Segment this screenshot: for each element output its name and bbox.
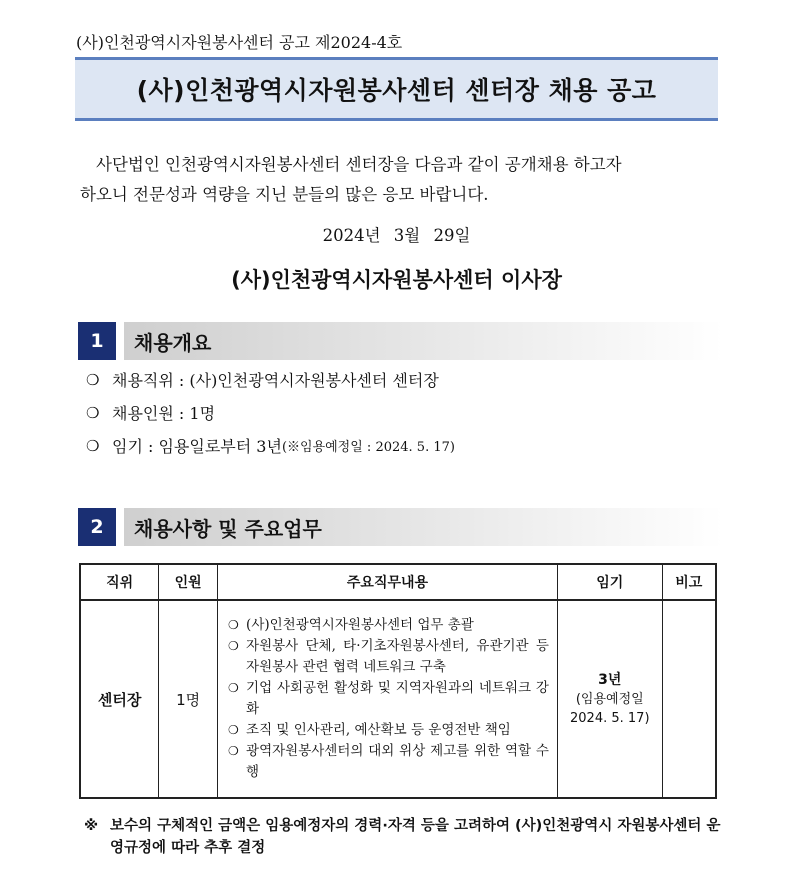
header-remarks: 비고 [662, 564, 716, 600]
circle-bullet-icon: ❍ [86, 403, 100, 422]
table-header-row [80, 564, 716, 600]
list-item [86, 363, 455, 396]
section-1-header [78, 322, 723, 360]
footnote-text: 보수의 구체적인 금액은 임용예정자의 경력·자격 등을 고려하여 (사)인천광역시 자원봉사센터 운영규정에 따라 추후 결정 [110, 818, 721, 856]
notice-date: 2024년 3월 29일 [322, 226, 471, 245]
header-position: 직위 [80, 564, 159, 600]
duty-item: ❍ 자원봉사 단체, 타·기초자원봉사센터, 유관기관 등 자원봉사 관련 협력 네트워크 구축 [228, 636, 549, 678]
section-2-bar [124, 508, 723, 546]
section-2-header [78, 508, 723, 546]
circle-bullet-icon: ❍ [86, 436, 100, 455]
section-2-title: 채용사항 및 주요업무 [134, 516, 322, 541]
list-item [86, 429, 455, 462]
circle-bullet-icon: ❍ [86, 370, 100, 389]
overview-headcount: 채용인원 : 1명 [112, 404, 216, 423]
overview-position: 채용직위 : (사)인천광역시자원봉사센터 센터장 [112, 371, 439, 390]
cell-remarks [662, 600, 716, 798]
issuer-name: (사)인천광역시자원봉사센터 이사장 [231, 268, 562, 292]
circle-bullet-icon: ❍ [228, 723, 239, 737]
section-1-bar [124, 322, 723, 360]
term-note-1: (임용예정일 [575, 691, 644, 707]
duty-item: ❍ 기업 사회공헌 활성화 및 지역자원과의 네트워크 강화 [228, 678, 549, 720]
footnote [84, 815, 724, 859]
duty-item: ❍ 조직 및 인사관리, 예산확보 등 운영전반 책임 [228, 720, 549, 741]
cell-count: 1명 [159, 600, 218, 798]
table-row [80, 600, 716, 798]
duty-item: ❍ (사)인천광역시자원봉사센터 업무 총괄 [228, 615, 549, 636]
cell-position: 센터장 [80, 600, 159, 798]
circle-bullet-icon: ❍ [228, 681, 239, 695]
circle-bullet-icon: ❍ [228, 744, 239, 758]
header-count: 인원 [159, 564, 218, 600]
intro-line-2: 하오니 전문성과 역량을 지닌 분들의 많은 응모 바랍니다. [80, 185, 489, 204]
job-table [79, 563, 717, 799]
section-1-number: 1 [78, 322, 116, 360]
reference-mark-icon: ※ [84, 818, 99, 834]
circle-bullet-icon: ❍ [228, 618, 239, 632]
overview-term-note: (※임용예정일 : 2024. 5. 17) [281, 440, 455, 455]
section-1-title: 채용개요 [134, 330, 212, 355]
section-2-number: 2 [78, 508, 116, 546]
notice-number: (사)인천광역시자원봉사센터 공고 제2024-4호 [76, 33, 403, 52]
cell-term [557, 600, 662, 798]
header-duties: 주요직무내용 [218, 564, 558, 600]
header-term: 임기 [557, 564, 662, 600]
intro-line-1: 사단법인 인천광역시자원봉사센터 센터장을 다음과 같이 공개채용 하고자 [96, 155, 622, 174]
page-title: (사)인천광역시자원봉사센터 센터장 채용 공고 [136, 76, 657, 105]
title-banner [75, 57, 718, 121]
overview-list [86, 363, 455, 462]
list-item [86, 396, 455, 429]
circle-bullet-icon: ❍ [228, 639, 239, 653]
term-main: 3년 [598, 671, 622, 688]
cell-duties [218, 600, 558, 798]
term-note-2: 2024. 5. 17) [570, 710, 650, 726]
intro-paragraph [80, 150, 720, 210]
duty-item: ❍ 광역자원봉사센터의 대외 위상 제고를 위한 역할 수행 [228, 741, 549, 783]
overview-term: 임기 : 임용일로부터 3년 [112, 437, 282, 456]
